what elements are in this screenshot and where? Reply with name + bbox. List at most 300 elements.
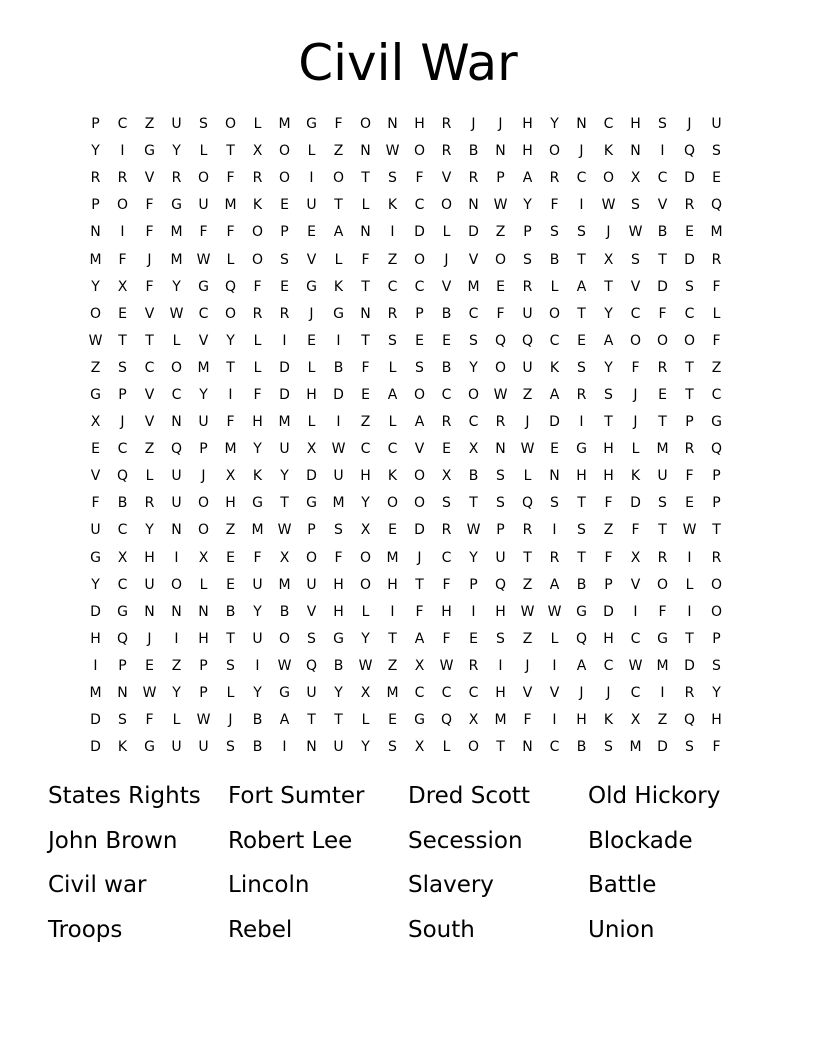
- grid-letter: N: [171, 522, 182, 539]
- grid-letter: G: [117, 603, 128, 620]
- grid-letter: N: [495, 441, 506, 458]
- grid-letter: X: [414, 657, 425, 674]
- grid-letter: N: [171, 603, 182, 620]
- grid-letter: Z: [360, 414, 371, 431]
- grid-letter: J: [606, 224, 611, 241]
- grid-letter: I: [498, 657, 503, 674]
- grid-letter: W: [385, 143, 400, 160]
- grid-letter: Z: [144, 441, 155, 458]
- grid-row: [82, 246, 730, 273]
- grid-letter: L: [145, 468, 154, 485]
- grid-letter: S: [550, 224, 559, 241]
- grid-letter: S: [118, 359, 127, 376]
- grid-letter: F: [604, 549, 613, 566]
- grid-letter: P: [199, 657, 208, 674]
- grid-letter: T: [334, 197, 343, 214]
- grid-letter: T: [361, 332, 370, 349]
- grid-letter: M: [278, 414, 291, 431]
- grid-letter: O: [251, 224, 264, 241]
- word-list-item: States Rights: [48, 783, 201, 809]
- grid-letter: I: [552, 712, 557, 729]
- grid-letter: E: [658, 386, 667, 403]
- grid-letter: L: [253, 332, 262, 349]
- grid-letter: P: [496, 522, 505, 539]
- word-list-item: Old Hickory: [588, 783, 721, 809]
- grid-letter: R: [468, 657, 479, 674]
- grid-letter: N: [90, 224, 101, 241]
- grid-letter: O: [413, 251, 426, 268]
- grid-letter: E: [496, 278, 505, 295]
- grid-letter: G: [306, 278, 317, 295]
- grid-letter: U: [333, 739, 344, 756]
- grid-letter: Z: [522, 386, 533, 403]
- grid-letter: T: [226, 143, 235, 160]
- grid-letter: W: [682, 522, 697, 539]
- grid-letter: W: [466, 522, 481, 539]
- grid-letter: Z: [603, 522, 614, 539]
- grid-letter: N: [306, 739, 317, 756]
- grid-letter: L: [388, 414, 397, 431]
- grid-letter: R: [252, 170, 263, 187]
- grid-letter: U: [171, 739, 182, 756]
- grid-letter: R: [522, 522, 533, 539]
- grid-letter: V: [144, 170, 155, 187]
- grid-letter: Y: [361, 495, 370, 512]
- grid-letter: H: [387, 576, 398, 593]
- grid-letter: B: [576, 576, 587, 593]
- grid-letter: Q: [494, 576, 507, 593]
- grid-row: [82, 111, 730, 138]
- grid-letter: P: [712, 630, 721, 647]
- grid-letter: Y: [91, 278, 100, 295]
- grid-letter: A: [576, 278, 587, 295]
- grid-letter: F: [199, 224, 208, 241]
- grid-letter: I: [471, 603, 476, 620]
- grid-letter: L: [361, 712, 370, 729]
- grid-letter: H: [576, 712, 587, 729]
- grid-letter: A: [522, 170, 533, 187]
- grid-letter: Y: [469, 359, 478, 376]
- grid-letter: E: [307, 332, 316, 349]
- grid-letter: N: [360, 305, 371, 322]
- grid-letter: T: [469, 495, 478, 512]
- grid-row: [82, 707, 730, 734]
- grid-letter: O: [413, 495, 426, 512]
- grid-letter: D: [333, 386, 344, 403]
- grid-letter: V: [144, 386, 155, 403]
- grid-letter: G: [171, 197, 182, 214]
- grid-letter: S: [496, 630, 505, 647]
- grid-letter: H: [522, 116, 533, 133]
- grid-letter: P: [469, 576, 478, 593]
- grid-letter: C: [171, 386, 182, 403]
- grid-letter: M: [386, 549, 399, 566]
- grid-letter: Y: [280, 468, 289, 485]
- grid-letter: O: [494, 359, 507, 376]
- grid-row: [82, 572, 730, 599]
- grid-letter: Z: [495, 224, 506, 241]
- grid-letter: N: [630, 143, 641, 160]
- grid-letter: T: [712, 522, 721, 539]
- grid-letter: V: [630, 278, 641, 295]
- grid-letter: L: [253, 116, 262, 133]
- grid-letter: Y: [469, 549, 478, 566]
- grid-letter: F: [253, 278, 262, 295]
- grid-letter: R: [171, 170, 182, 187]
- grid-letter: Q: [440, 712, 453, 729]
- grid-letter: C: [144, 359, 155, 376]
- grid-letter: S: [334, 522, 343, 539]
- grid-letter: F: [118, 251, 127, 268]
- grid-row: [82, 165, 730, 192]
- grid-letter: Q: [575, 630, 588, 647]
- grid-letter: O: [494, 251, 507, 268]
- grid-letter: W: [277, 657, 292, 674]
- grid-letter: Q: [710, 197, 723, 214]
- grid-letter: I: [579, 197, 584, 214]
- grid-letter: H: [603, 468, 614, 485]
- grid-letter: B: [576, 739, 587, 756]
- grid-letter: I: [660, 143, 665, 160]
- grid-letter: O: [278, 630, 291, 647]
- grid-letter: S: [388, 170, 397, 187]
- grid-letter: U: [144, 576, 155, 593]
- grid-letter: A: [414, 414, 425, 431]
- grid-letter: I: [660, 685, 665, 702]
- grid-letter: U: [198, 197, 209, 214]
- grid-letter: D: [90, 739, 101, 756]
- grid-letter: H: [576, 468, 587, 485]
- grid-letter: S: [496, 468, 505, 485]
- grid-letter: S: [604, 386, 613, 403]
- grid-letter: O: [170, 576, 183, 593]
- grid-letter: G: [198, 278, 209, 295]
- grid-letter: G: [306, 495, 317, 512]
- grid-letter: M: [197, 359, 210, 376]
- grid-letter: I: [255, 657, 260, 674]
- grid-letter: R: [387, 305, 398, 322]
- grid-letter: X: [117, 549, 128, 566]
- grid-letter: C: [117, 441, 128, 458]
- grid-letter: L: [712, 305, 721, 322]
- grid-letter: B: [225, 603, 236, 620]
- grid-letter: F: [145, 712, 154, 729]
- grid-row: [82, 490, 730, 517]
- grid-letter: F: [442, 576, 451, 593]
- grid-letter: J: [147, 630, 152, 647]
- grid-letter: M: [656, 657, 669, 674]
- grid-letter: D: [306, 468, 317, 485]
- grid-letter: M: [170, 224, 183, 241]
- grid-letter: O: [386, 495, 399, 512]
- grid-letter: U: [711, 116, 722, 133]
- grid-letter: S: [415, 359, 424, 376]
- grid-letter: O: [278, 143, 291, 160]
- grid-letter: X: [90, 414, 101, 431]
- grid-letter: X: [414, 739, 425, 756]
- grid-letter: T: [361, 170, 370, 187]
- grid-letter: B: [333, 359, 344, 376]
- grid-letter: O: [197, 170, 210, 187]
- grid-letter: Q: [683, 712, 696, 729]
- grid-letter: T: [577, 549, 586, 566]
- grid-letter: X: [630, 549, 641, 566]
- grid-letter: X: [252, 143, 263, 160]
- grid-letter: G: [144, 739, 155, 756]
- grid-letter: B: [657, 224, 668, 241]
- word-list-item: Fort Sumter: [228, 783, 365, 809]
- grid-letter: A: [576, 657, 587, 674]
- grid-letter: Z: [522, 630, 533, 647]
- grid-letter: H: [198, 630, 209, 647]
- grid-letter: C: [117, 522, 128, 539]
- grid-letter: D: [90, 712, 101, 729]
- grid-letter: N: [549, 468, 560, 485]
- grid-letter: L: [253, 359, 262, 376]
- grid-letter: I: [552, 657, 557, 674]
- grid-letter: K: [387, 468, 398, 485]
- grid-letter: W: [169, 305, 184, 322]
- grid-row: [82, 734, 730, 761]
- grid-letter: G: [144, 143, 155, 160]
- grid-letter: C: [441, 386, 452, 403]
- grid-letter: J: [633, 386, 638, 403]
- grid-letter: D: [279, 386, 290, 403]
- grid-letter: U: [171, 116, 182, 133]
- grid-letter: R: [117, 170, 128, 187]
- grid-letter: W: [628, 657, 643, 674]
- grid-letter: G: [414, 712, 425, 729]
- grid-letter: R: [684, 441, 695, 458]
- grid-letter: J: [228, 712, 233, 729]
- grid-letter: N: [360, 143, 371, 160]
- grid-letter: H: [90, 630, 101, 647]
- grid-letter: R: [549, 170, 560, 187]
- word-list-item: Dred Scott: [408, 783, 531, 809]
- grid-letter: J: [687, 116, 692, 133]
- grid-letter: Q: [170, 441, 183, 458]
- grid-letter: U: [252, 576, 263, 593]
- grid-letter: C: [630, 685, 641, 702]
- grid-letter: O: [332, 170, 345, 187]
- grid-letter: C: [441, 685, 452, 702]
- grid-letter: L: [442, 224, 451, 241]
- grid-letter: Y: [550, 116, 559, 133]
- word-list-item: Blockade: [588, 827, 693, 854]
- grid-letter: W: [439, 657, 454, 674]
- grid-letter: I: [390, 224, 395, 241]
- word-list-item: Battle: [588, 872, 657, 898]
- grid-letter: D: [414, 224, 425, 241]
- grid-letter: S: [685, 278, 694, 295]
- grid-letter: M: [224, 441, 237, 458]
- grid-letter: N: [117, 685, 128, 702]
- grid-letter: J: [309, 305, 314, 322]
- grid-letter: H: [630, 116, 641, 133]
- grid-letter: O: [224, 116, 237, 133]
- grid-letter: Q: [224, 278, 237, 295]
- grid-letter: V: [144, 305, 155, 322]
- grid-letter: X: [468, 441, 479, 458]
- grid-row: [82, 409, 730, 436]
- grid-letter: O: [413, 143, 426, 160]
- grid-letter: R: [144, 495, 155, 512]
- grid-letter: O: [629, 332, 642, 349]
- grid-row: [82, 599, 730, 626]
- grid-letter: O: [548, 305, 561, 322]
- grid-letter: C: [630, 630, 641, 647]
- grid-letter: C: [468, 414, 479, 431]
- grid-letter: L: [361, 197, 370, 214]
- grid-letter: Z: [144, 116, 155, 133]
- word-list-item: Lincoln: [228, 872, 310, 898]
- grid-letter: X: [306, 441, 317, 458]
- grid-letter: J: [633, 414, 638, 431]
- grid-letter: L: [361, 603, 370, 620]
- grid-letter: T: [361, 278, 370, 295]
- grid-letter: F: [145, 278, 154, 295]
- grid-letter: P: [199, 441, 208, 458]
- grid-letter: U: [252, 630, 263, 647]
- grid-letter: U: [495, 549, 506, 566]
- grid-letter: C: [360, 441, 371, 458]
- grid-letter: S: [577, 224, 586, 241]
- grid-letter: T: [577, 305, 586, 322]
- grid-letter: S: [631, 251, 640, 268]
- grid-letter: W: [493, 386, 508, 403]
- grid-letter: Y: [91, 576, 100, 593]
- grid-letter: E: [280, 278, 289, 295]
- grid-letter: E: [577, 332, 586, 349]
- grid-letter: H: [252, 414, 263, 431]
- grid-letter: P: [280, 224, 289, 241]
- grid-letter: B: [549, 251, 560, 268]
- grid-letter: O: [710, 576, 723, 593]
- grid-letter: O: [413, 468, 426, 485]
- grid-letter: T: [577, 251, 586, 268]
- grid-letter: L: [172, 332, 181, 349]
- grid-letter: S: [712, 143, 721, 160]
- grid-row: [82, 219, 730, 246]
- grid-letter: H: [333, 576, 344, 593]
- grid-letter: Z: [171, 657, 182, 674]
- grid-letter: M: [89, 685, 102, 702]
- grid-letter: D: [279, 359, 290, 376]
- grid-letter: E: [442, 441, 451, 458]
- grid-letter: O: [656, 576, 669, 593]
- grid-letter: Z: [90, 359, 101, 376]
- grid-letter: E: [388, 712, 397, 729]
- word-list-item: Civil war: [48, 872, 147, 898]
- grid-letter: I: [552, 522, 557, 539]
- grid-letter: P: [712, 468, 721, 485]
- grid-letter: Q: [305, 657, 318, 674]
- grid-letter: T: [658, 251, 667, 268]
- grid-letter: U: [90, 522, 101, 539]
- grid-letter: G: [333, 630, 344, 647]
- grid-letter: O: [656, 332, 669, 349]
- grid-letter: P: [415, 305, 424, 322]
- grid-letter: S: [469, 332, 478, 349]
- grid-letter: Y: [361, 739, 370, 756]
- grid-letter: S: [280, 251, 289, 268]
- grid-letter: U: [522, 305, 533, 322]
- grid-letter: O: [170, 359, 183, 376]
- grid-letter: N: [198, 603, 209, 620]
- grid-letter: M: [656, 441, 669, 458]
- grid-letter: L: [172, 712, 181, 729]
- grid-letter: G: [576, 441, 587, 458]
- grid-letter: Y: [253, 685, 262, 702]
- grid-letter: Z: [522, 576, 533, 593]
- grid-letter: Y: [361, 630, 370, 647]
- grid-letter: Q: [116, 630, 129, 647]
- grid-letter: W: [196, 712, 211, 729]
- grid-letter: I: [282, 332, 287, 349]
- grid-letter: K: [252, 197, 263, 214]
- grid-letter: F: [253, 549, 262, 566]
- grid-letter: T: [658, 414, 667, 431]
- grid-row: [82, 301, 730, 328]
- grid-letter: S: [442, 495, 451, 512]
- grid-letter: K: [603, 712, 614, 729]
- grid-letter: H: [225, 495, 236, 512]
- grid-letter: E: [280, 197, 289, 214]
- grid-letter: X: [117, 278, 128, 295]
- grid-row: [82, 328, 730, 355]
- grid-letter: G: [576, 603, 587, 620]
- grid-letter: L: [307, 359, 316, 376]
- grid-letter: J: [579, 143, 584, 160]
- grid-letter: U: [279, 441, 290, 458]
- grid-letter: O: [359, 549, 372, 566]
- grid-letter: F: [523, 712, 532, 729]
- grid-letter: X: [279, 549, 290, 566]
- grid-letter: L: [442, 739, 451, 756]
- grid-letter: S: [658, 495, 667, 512]
- grid-letter: V: [549, 685, 560, 702]
- grid-letter: O: [440, 197, 453, 214]
- grid-letter: V: [198, 332, 209, 349]
- grid-letter: Z: [333, 143, 344, 160]
- grid-letter: U: [333, 468, 344, 485]
- grid-letter: T: [523, 549, 532, 566]
- grid-letter: S: [388, 739, 397, 756]
- grid-letter: E: [469, 630, 478, 647]
- grid-row: [82, 274, 730, 301]
- grid-letter: O: [602, 170, 615, 187]
- grid-letter: R: [684, 685, 695, 702]
- word-list-item: South: [408, 916, 475, 943]
- grid-letter: F: [226, 224, 235, 241]
- grid-letter: K: [117, 739, 128, 756]
- grid-letter: M: [251, 522, 264, 539]
- grid-letter: S: [307, 630, 316, 647]
- grid-letter: F: [550, 197, 559, 214]
- grid-letter: B: [441, 305, 452, 322]
- grid-letter: R: [495, 414, 506, 431]
- grid-letter: C: [576, 170, 587, 187]
- grid-letter: J: [498, 116, 503, 133]
- grid-letter: C: [711, 386, 722, 403]
- grid-letter: O: [89, 305, 102, 322]
- grid-letter: O: [278, 170, 291, 187]
- grid-letter: F: [91, 495, 100, 512]
- grid-letter: O: [116, 197, 129, 214]
- grid-letter: O: [251, 251, 264, 268]
- grid-letter: F: [631, 522, 640, 539]
- grid-letter: Z: [225, 522, 236, 539]
